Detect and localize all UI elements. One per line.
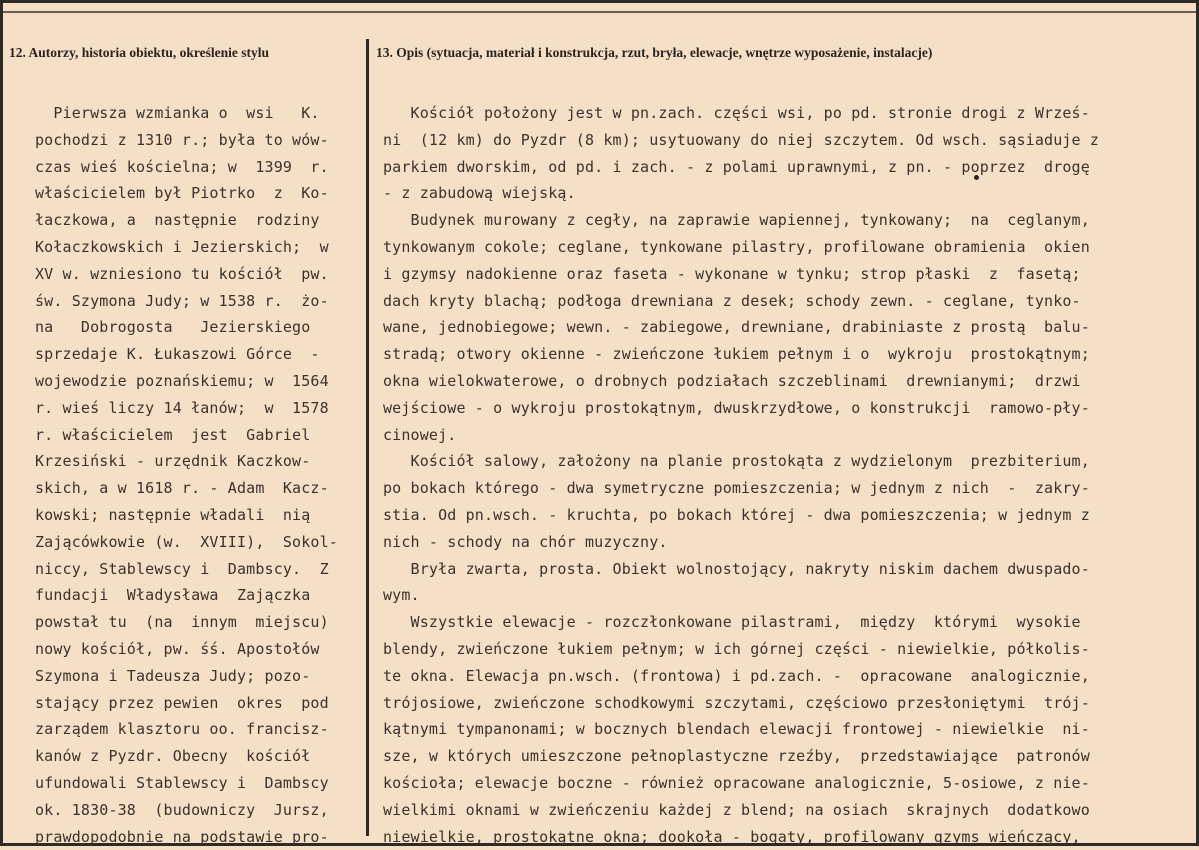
- history-text-line: r. wieś liczy 14 łanów; w 1578: [35, 398, 329, 417]
- description-text-line: stradą; otwory okienne - zwieńczone łukiem pełnym i o wykroju prostokątnym;: [383, 345, 1090, 364]
- history-text-line: XV w. wzniesiono tu kościół pw.: [35, 264, 329, 283]
- history-text-line: ufundowali Stablewscy i Dambscy: [35, 773, 329, 792]
- history-text-line: niccy, Stablewscy i Dambscy. Z: [35, 559, 329, 578]
- description-text-line: Kościół położony jest w pn.zach. części wsi, po pd. stronie drogi z Wrześ-: [383, 104, 1090, 122]
- section-13-header: 13. Opis (sytuacja, materiał i konstrukcja, rzut, bryła, elewacje, wnętrze wyposażenie, instalacje): [376, 45, 933, 60]
- history-text-line: na Dobrogosta Jezierskiego: [35, 318, 311, 337]
- description-text-line: okna wielokwaterowe, o drobnych podziałach szczeblinami drewnianymi; drzwi: [383, 371, 1081, 390]
- history-text-line: Kołaczkowskich i Jezierskich; w: [35, 237, 329, 256]
- description-text-line: stia. Od pn.wsch. - kruchta, po bokach której - dwa pomieszczenia; w jednym z: [383, 505, 1090, 524]
- description-text-line: ni (12 km) do Pyzdr (8 km); usytuowany do niej szczytem. Od wsch. sąsiaduje z: [383, 130, 1100, 149]
- history-text-line: Pierwsza wzmianka o wsi K.: [35, 104, 320, 122]
- description-text-line: cinowej.: [383, 425, 457, 444]
- history-text-line: stający przez pewien okres pod: [35, 693, 329, 712]
- description-text-line: tynkowanym cokole; ceglane, tynkowane pilastry, profilowane obramienia okien: [383, 237, 1090, 256]
- top-rule: [3, 11, 1196, 13]
- section-12-header: 12. Autorzy, historia obiektu, określenie stylu: [9, 45, 270, 60]
- description-text-line: trójosiowe, zwieńczone schodkowymi szczytami, częściowo przesłoniętymi trój-: [383, 693, 1090, 712]
- history-text-column: [35, 100, 359, 850]
- history-text-line: nowy kościół, pw. śś. Apostołów: [35, 639, 320, 658]
- description-text-line: wejściowe - o wykroju prostokątnym, dwuskrzydłowe, o konstrukcji ramowo-pły-: [383, 398, 1090, 417]
- history-text-line: Zającówkowie (w. XVIII), Sokol-: [35, 532, 338, 551]
- history-text-line: powstał tu (na innym miejscu): [35, 613, 329, 632]
- history-text-line: pochodzi z 1310 r.; była to wów-: [35, 130, 329, 149]
- description-text-line: Wszystkie elewacje - rozczłonkowane pilastrami, między którymi wysokie: [383, 613, 1081, 632]
- description-text-line: parkiem dworskim, od pd. i zach. - z polami uprawnymi, z pn. - poprzez drogę: [383, 157, 1090, 176]
- description-text-line: po bokach którego - dwa symetryczne pomieszczenia; w jednym z nich - zakry-: [383, 479, 1090, 498]
- description-text-line: Budynek murowany z cegły, na zaprawie wapiennej, tynkowany; na ceglanym,: [383, 211, 1090, 230]
- history-text-line: kanów z Pyzdr. Obecny kościół: [35, 747, 311, 766]
- description-text-line: blendy, zwieńczone łukiem pełnym; w ich górnej części - niewielkie, półkolis-: [383, 639, 1090, 658]
- history-text-line: czas wieś kościelna; w 1399 r.: [35, 157, 329, 176]
- description-text-line: niewielkie, prostokątne okna; dookoła - bogaty, profilowany gzyms wieńczący,: [383, 827, 1081, 846]
- history-text-line: łaczkowa, a następnie rodziny: [35, 211, 320, 230]
- description-text-column: [383, 100, 1163, 850]
- description-text-line: wielkimi oknami w zwieńczeniu każdej z blend; na osiach skrajnych dodatkowo: [383, 800, 1090, 819]
- history-text-line: ok. 1830-38 (budowniczy Jursz,: [35, 800, 329, 819]
- history-text-line: św. Szymona Judy; w 1538 r. żo-: [35, 291, 329, 310]
- description-text-line: dach kryty blachą; podłoga drewniana z desek; schody zewn. - ceglane, tynko-: [383, 291, 1081, 310]
- description-text-line: te okna. Elewacja pn.wsch. (frontowa) i pd.zach. - opracowane analogicznie,: [383, 666, 1090, 685]
- history-text-line: sprzedaje K. Łukaszowi Górce -: [35, 345, 320, 364]
- history-text-line: Krzesiński - urzędnik Kaczkow-: [35, 452, 311, 471]
- description-text-line: wym.: [383, 586, 420, 605]
- description-text-line: wane, jednobiegowe; wewn. - zabiegowe, drewniane, drabiniaste z prostą balu-: [383, 318, 1090, 337]
- history-text-line: wojewodzie poznańskiemu; w 1564: [35, 371, 329, 390]
- description-text-line: - z zabudową wiejską.: [383, 184, 576, 203]
- description-text-line: Kościół salowy, założony na planie prostokąta z wydzielonym prezbiterium,: [383, 452, 1090, 471]
- description-text-line: sze, w których umieszczone pełnoplastyczne rzeźby, przedstawiające patronów: [383, 747, 1090, 766]
- history-text-line: fundacji Władysława Zajączka: [35, 586, 311, 605]
- history-text-line: kowski; następnie władali nią: [35, 505, 311, 524]
- description-text-line: i gzymsy nadokienne oraz faseta - wykonane w tynku; strop płaski z fasetą;: [383, 264, 1081, 283]
- description-text-line: kątnymi tympanonami; w bocznych blendach elewacji frontowej - niewielkie ni-: [383, 720, 1090, 739]
- description-text-line: kościoła; elewacje boczne - również opracowane analogicznie, 5-osiowe, z nie-: [383, 773, 1090, 792]
- description-text-line: Bryła zwarta, prosta. Obiekt wolnostojący, nakryty niskim dachem dwuspado-: [383, 559, 1090, 578]
- history-text-line: zarządem klasztoru oo. francisz-: [35, 720, 329, 739]
- history-text-line: skich, a w 1618 r. - Adam Kacz-: [35, 479, 329, 498]
- description-text-line: nich - schody na chór muzyczny.: [383, 532, 668, 551]
- history-text-line: r. właścicielem jest Gabriel: [35, 425, 311, 444]
- column-divider: [366, 39, 369, 836]
- history-text-line: prawdopodobnie na podstawie pro-: [35, 827, 329, 846]
- history-text-line: Szymona i Tadeusza Judy; pozo-: [35, 666, 311, 685]
- history-text-line: właścicielem był Piotrko z Ko-: [35, 184, 329, 203]
